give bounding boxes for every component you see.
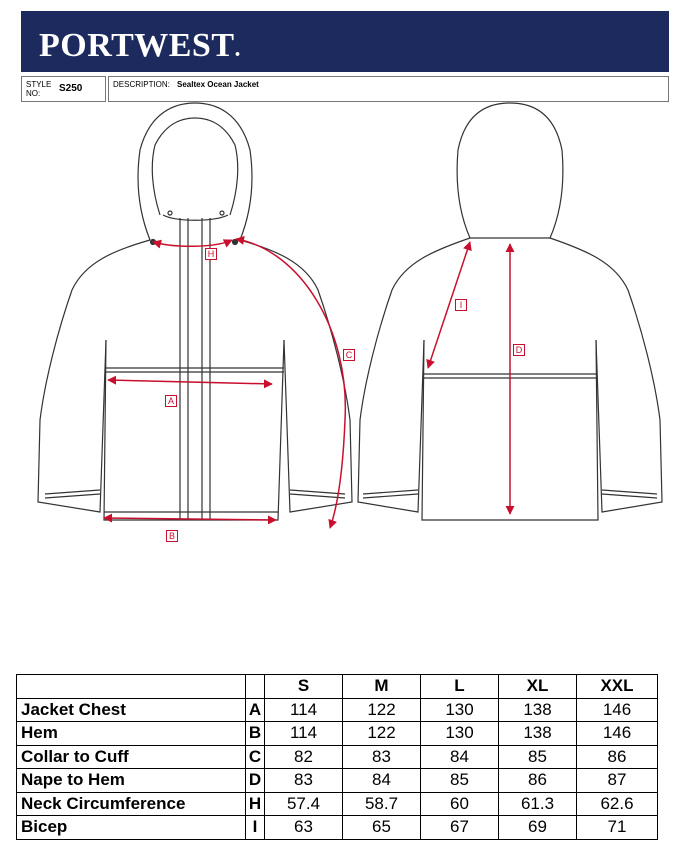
measure-label-h: H [205, 248, 217, 260]
size-value: 122 [343, 698, 421, 722]
measure-name: Bicep [17, 816, 246, 840]
size-value: 87 [577, 769, 658, 793]
size-value: 138 [499, 698, 577, 722]
measure-label-i: I [455, 299, 467, 311]
size-value: 86 [577, 745, 658, 769]
table-row [17, 816, 658, 840]
size-value: 114 [265, 698, 343, 722]
measure-name: Collar to Cuff [17, 745, 246, 769]
measure-name: Nape to Hem [17, 769, 246, 793]
measure-code: C [246, 745, 265, 769]
jacket-front-view [38, 103, 352, 520]
measure-name: Hem [17, 722, 246, 746]
size-chart-table [16, 674, 658, 840]
size-value: 146 [577, 698, 658, 722]
size-value: 130 [421, 698, 499, 722]
size-value: 71 [577, 816, 658, 840]
measure-code: H [246, 792, 265, 816]
size-value: 114 [265, 722, 343, 746]
table-row [17, 792, 658, 816]
size-value: 58.7 [343, 792, 421, 816]
brand-header [21, 11, 669, 72]
table-row [17, 698, 658, 722]
header-blank-cell [17, 675, 246, 699]
measure-name: Jacket Chest [17, 698, 246, 722]
size-header-row [17, 675, 658, 699]
table-row [17, 722, 658, 746]
size-value: 85 [499, 745, 577, 769]
description-box [108, 76, 669, 102]
size-value: 57.4 [265, 792, 343, 816]
size-value: 84 [343, 769, 421, 793]
size-value: 61.3 [499, 792, 577, 816]
measure-line-h [153, 240, 232, 246]
size-value: 85 [421, 769, 499, 793]
size-value: 86 [499, 769, 577, 793]
description-label: DESCRIPTION: [113, 80, 170, 89]
size-value: 63 [265, 816, 343, 840]
size-value: 83 [265, 769, 343, 793]
jacket-technical-drawing [0, 100, 692, 540]
size-header: M [343, 675, 421, 699]
size-value: 69 [499, 816, 577, 840]
table-row [17, 745, 658, 769]
size-header: L [421, 675, 499, 699]
size-header: XL [499, 675, 577, 699]
measure-label-a: A [165, 395, 177, 407]
size-value: 122 [343, 722, 421, 746]
size-header: S [265, 675, 343, 699]
style-label: STYLE NO: [26, 80, 52, 98]
measure-code: I [246, 816, 265, 840]
measure-label-d: D [513, 344, 525, 356]
measure-code: D [246, 769, 265, 793]
table-row [17, 769, 658, 793]
measure-line-a [108, 380, 272, 384]
measure-code: A [246, 698, 265, 722]
measure-name: Neck Circumference [17, 792, 246, 816]
brand-logo: PORTWEST [39, 27, 235, 64]
size-value: 84 [421, 745, 499, 769]
size-value: 130 [421, 722, 499, 746]
size-value: 65 [343, 816, 421, 840]
style-value: S250 [59, 83, 83, 94]
size-value: 138 [499, 722, 577, 746]
size-value: 62.6 [577, 792, 658, 816]
size-value: 82 [265, 745, 343, 769]
brand-mark: . [234, 36, 241, 62]
size-header: XXL [577, 675, 658, 699]
size-value: 83 [343, 745, 421, 769]
size-value: 60 [421, 792, 499, 816]
size-value: 146 [577, 722, 658, 746]
measure-label-b: B [166, 530, 178, 542]
description-value: Sealtex Ocean Jacket [177, 80, 259, 89]
style-number-box [21, 76, 106, 102]
size-value: 67 [421, 816, 499, 840]
header-code-cell [246, 675, 265, 699]
measure-label-c: C [343, 349, 355, 361]
measure-code: B [246, 722, 265, 746]
